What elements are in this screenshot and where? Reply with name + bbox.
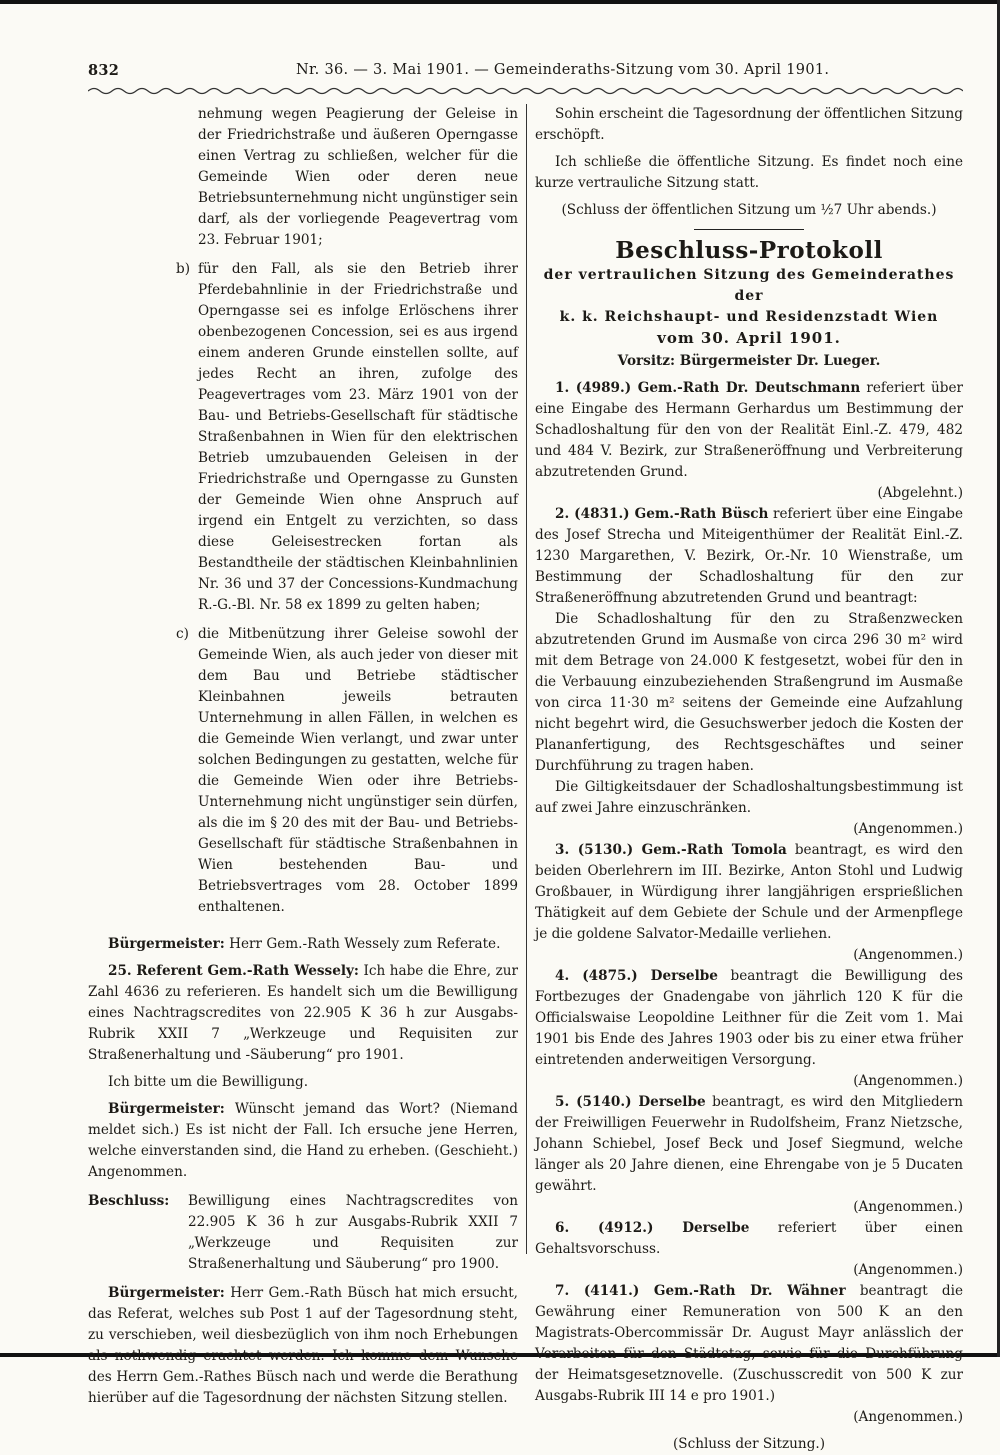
protocol-item-1 [535,378,963,483]
item-result: (Angenommen.) [853,1073,963,1089]
item-text: beantragt die Bewilligung des Fortbezuges der Gnadengabe von jährlich 120 K für die Officialswaise Leopoldine Leithner für die Zeit vom 1. Mai 1901 bis Ende des Jahres 1903 oder bis zu einer etwa früher eintretenden anderweitigen Versorgung. [535,968,964,1068]
page-number: 832 [88,62,120,79]
protocol-item-6 [535,1218,963,1260]
item-result: (Abgelehnt.) [877,485,963,501]
scan-border-top [0,0,1000,4]
session-end-note: (Schluss der öffentlichen Sitzung um ½7 Uhr abends.) [561,202,937,218]
paragraph-continuation: nehmung wegen Peagierung der Geleise in der Friedrichstraße und äußeren Operngasse einen Vertrag zu schließen, welcher für die Gemeinde Wien oder deren neue Betriebsunternehmung nicht ungünstiger sein darf, als der vorliegende Peagevertrag vom 23. Februar 1901; [198,106,519,248]
closing-public-session-text: Ich schließe die öffentliche Sitzung. Es findet noch eine kurze vertrauliche Sitzung statt. [535,154,963,191]
item-text: referiert über eine Eingabe des Hermann Gerhardus um Bestimmung der Schadloshaltung für den von der Realität Einl.-Z. 479, 482 und 484 V. Bezirk, zur Straßeneröffnung und Verbreiterung abzutretenden Grund. [535,380,963,480]
item-heading: 2. (4831.) Gem.-Rath Büsch [555,506,769,522]
protocol-item-5 [535,1092,963,1197]
resolution-text: Bewilligung eines Nachtragscredites von 22.905 K 36 h zur Ausgabs-Rubrik XXII 7 „Werkzeuge und Requisiten zur Straßenerhaltung und Säuberung“ pro 1900. [188,1193,518,1272]
speaker-label: Referent Gem.-Rath Wessely: [136,963,359,979]
item-heading: 3. (5130.) Gem.-Rath Tomola [555,842,787,858]
item-text: beantragt die Gewährung einer Remuneration von 500 K an den Magistrats-Obercommissär Dr. August Mayr anlässlich der Vorarbeiten für den Städtetag, sowie für die Durchführung der Heimatsgesetznovelle. (Zuschusscredit von 500 K zur Ausgabs-Rubrik III 14 e pro 1901.) [535,1283,963,1404]
item-heading: 5. (5140.) Derselbe [555,1094,706,1110]
section-rule [694,229,804,230]
item-number: 25. [108,963,132,979]
protocol-item-2 [535,504,963,609]
statement-text: Herr Gem.-Rath Büsch hat mich ersucht, das Referat, welches sub Post 1 auf der Tagesordnung steht, zu verschieben, weil diesbezüglich von ihm noch Erhebungen als nothwendig erachtet werden. Ich komme dem Wunsche des Herrn Gem.-Rathes Büsch nach und werde die Berathung hierüber auf die Tagesordnung der nächsten Sitzung stellen. [88,1285,518,1406]
speaker-label: Bürgermeister: [108,1285,225,1301]
column-divider [526,104,527,1254]
agenda-exhausted-text: Sohin erscheint die Tagesordnung der öffentlichen Sitzung erschöpft. [535,106,963,143]
item-result: (Angenommen.) [853,1262,963,1278]
request-text: Ich bitte um die Bewilligung. [108,1074,309,1090]
item-text: referiert über einen Gehaltsvorschuss. [535,1220,964,1257]
item-c-label: c) [176,626,189,642]
protocol-subtitle-line-2: k. k. Reichshaupt- und Residenzstadt Wien [559,309,939,325]
item-b-label: b) [176,261,191,277]
item-text: beantragt, es wird den Mitgliedern der Freiwilligen Feuerwehr in Rudolfsheim, Franz Nietzsche, Johann Schiebel, Josef Beck und Josef Siegmund, welche länger als 20 Jahre dienen, eine Ehrengabe von je 5 Ducaten gewährt. [535,1094,963,1194]
item-text: beantragt, es wird den beiden Oberlehrern im III. Bezirke, Anton Stohl und Ludwig Großbauer, in Würdigung ihrer langjährigen ersprießlichen Thätigkeit auf dem Gebiete der Schule und der Armenpflege je die goldene Salvator-Medaille verliehen. [535,842,963,942]
page-header [88,58,963,86]
item-heading: 6. (4912.) Derselbe [555,1220,750,1236]
left-column [88,104,519,1406]
chair-line: Vorsitz: Bürgermeister Dr. Lueger. [617,353,881,369]
item-b-text: für den Fall, als sie den Betrieb ihrer Pferdebahnlinie in der Friedrichstraße und Operngasse sei es infolge Erlöschens ihrer obenbezogenen Concession, sei es aus irgend einem anderen Grunde einstellen sollte, auf jedes Recht an ihren, zufolge des Peagevertrages vom 23. März 1901 von der Bau- und Betriebs-Gesellschaft für städtische Straßenbahnen in Wien für den elektrischen Betrieb umzubauenden Geleisen in der Friedrichstraße und Operngasse zu Gunsten der Gemeinde Wien ohne Anspruch auf irgend ein Entgelt zu verzichten, so dass diese Geleisestrecken fortan als Bestandtheile der städtischen Kleinbahnlinien Nr. 36 und 37 der Concessions-Kundmachung R.-G.-Bl. Nr. 58 ex 1899 zu gelten haben; [198,261,518,613]
item-text-continued: Die Giltigkeitsdauer der Schadloshaltungsbestimmung ist auf zwei Jahre einzuschränken. [535,779,963,816]
statement-text: Ich habe die Ehre, zur Zahl 4636 zu referieren. Es handelt sich um die Bewilligung eines Nachtragscredites von 22.905 K 36 h zur Ausgabs-Rubrik XXII 7 „Werkzeuge und Requisiten zur Straßenerhaltung und -Säuberung“ pro 1901. [88,963,518,1063]
item-result: (Angenommen.) [853,1409,963,1425]
mayor-statement-3 [88,1283,518,1409]
protocol-subtitle-line-1: der vertraulichen Sitzung des Gemeinderathes der [543,267,955,304]
item-b [88,259,518,616]
protocol-item-3 [535,840,963,945]
item-result: (Angenommen.) [853,1199,963,1215]
item-heading: 4. (4875.) Derselbe [555,968,718,984]
item-result: (Angenommen.) [853,821,963,837]
item-result: (Angenommen.) [853,947,963,963]
closing-note: (Schluss der Sitzung.) [672,1436,826,1452]
protocol-date: vom 30. April 1901. [657,329,841,347]
item-text-continued: Die Schadloshaltung für den zu Straßenzwecken abzutretenden Grund im Ausmaße von circa 296 30 m² wird mit dem Betrage von 24.000 K festgesetzt, wobei für den in die Verbauung einzubeziehenden Straßengrund im Ausmaße von circa 11·30 m² seitens der Gemeinde eine Aufzahlung nicht begehrt wird, die Gesuchswerber jedoch die Kosten der Plananfertigung, des Rechtsgeschäftes und seiner Durchführung zu tragen haben. [535,611,963,774]
page-title: Nr. 36. — 3. Mai 1901. — Gemeinderaths-Sitzung vom 30. April 1901. [296,62,830,78]
speaker-label: Bürgermeister: [108,936,225,952]
item-heading: 7. (4141.) Gem.-Rath Dr. Wähner [555,1283,846,1299]
item-25 [88,961,518,1066]
resolution-label: Beschluss: [88,1193,170,1209]
right-column [535,104,964,1452]
statement-text: Wünscht jemand das Wort? (Niemand meldet sich.) Es ist nicht der Fall. Ich ersuche jene Herren, welche einverstanden sind, die Hand zu erheben. (Geschieht.) Angenommen. [88,1101,518,1180]
item-text: referiert über eine Eingabe des Josef Strecha und Miteigenthümer der Realität Einl.-Z. 1230 Margarethen, V. Bezirk, Or.-Nr. 10 Wienstraße, um Bestimmung der Schadloshaltung für den zur Straßeneröffnung abzutretenden Grund und beantragt: [535,506,963,606]
protocol-item-7 [535,1281,963,1407]
item-c-text: die Mitbenützung ihrer Geleise sowohl der Gemeinde Wien, als auch jeder von dieser mit dem Bau und Betriebe städtischer Kleinbahnen jeweils betrauten Unternehmung in allen Fällen, in welchen es die Gemeinde Wien verlangt, und zwar unter solchen Bedingungen zu gestatten, welche für die Gemeinde Wien oder ihre Betriebs-Unternehmung nicht ungünstiger sein dürfen, als die im § 20 des mit der Bau- und Betriebs-Gesellschaft für städtische Straßenbahnen in Wien bestehenden Bau- und Betriebsvertrages vom 28. October 1899 enthaltenen. [198,626,518,915]
mayor-statement-1 [88,934,518,955]
protocol-title: Beschluss-Protokoll [615,237,883,264]
item-c [88,624,518,918]
speaker-label: Bürgermeister: [108,1101,225,1117]
mayor-statement-2 [88,1099,518,1183]
item-heading: 1. (4989.) Gem.-Rath Dr. Deutschmann [555,380,861,396]
protocol-item-4 [535,966,963,1071]
decorative-wavy-rule [88,86,963,96]
resolution-block [88,1191,518,1275]
statement-text: Herr Gem.-Rath Wessely zum Referate. [229,936,501,952]
